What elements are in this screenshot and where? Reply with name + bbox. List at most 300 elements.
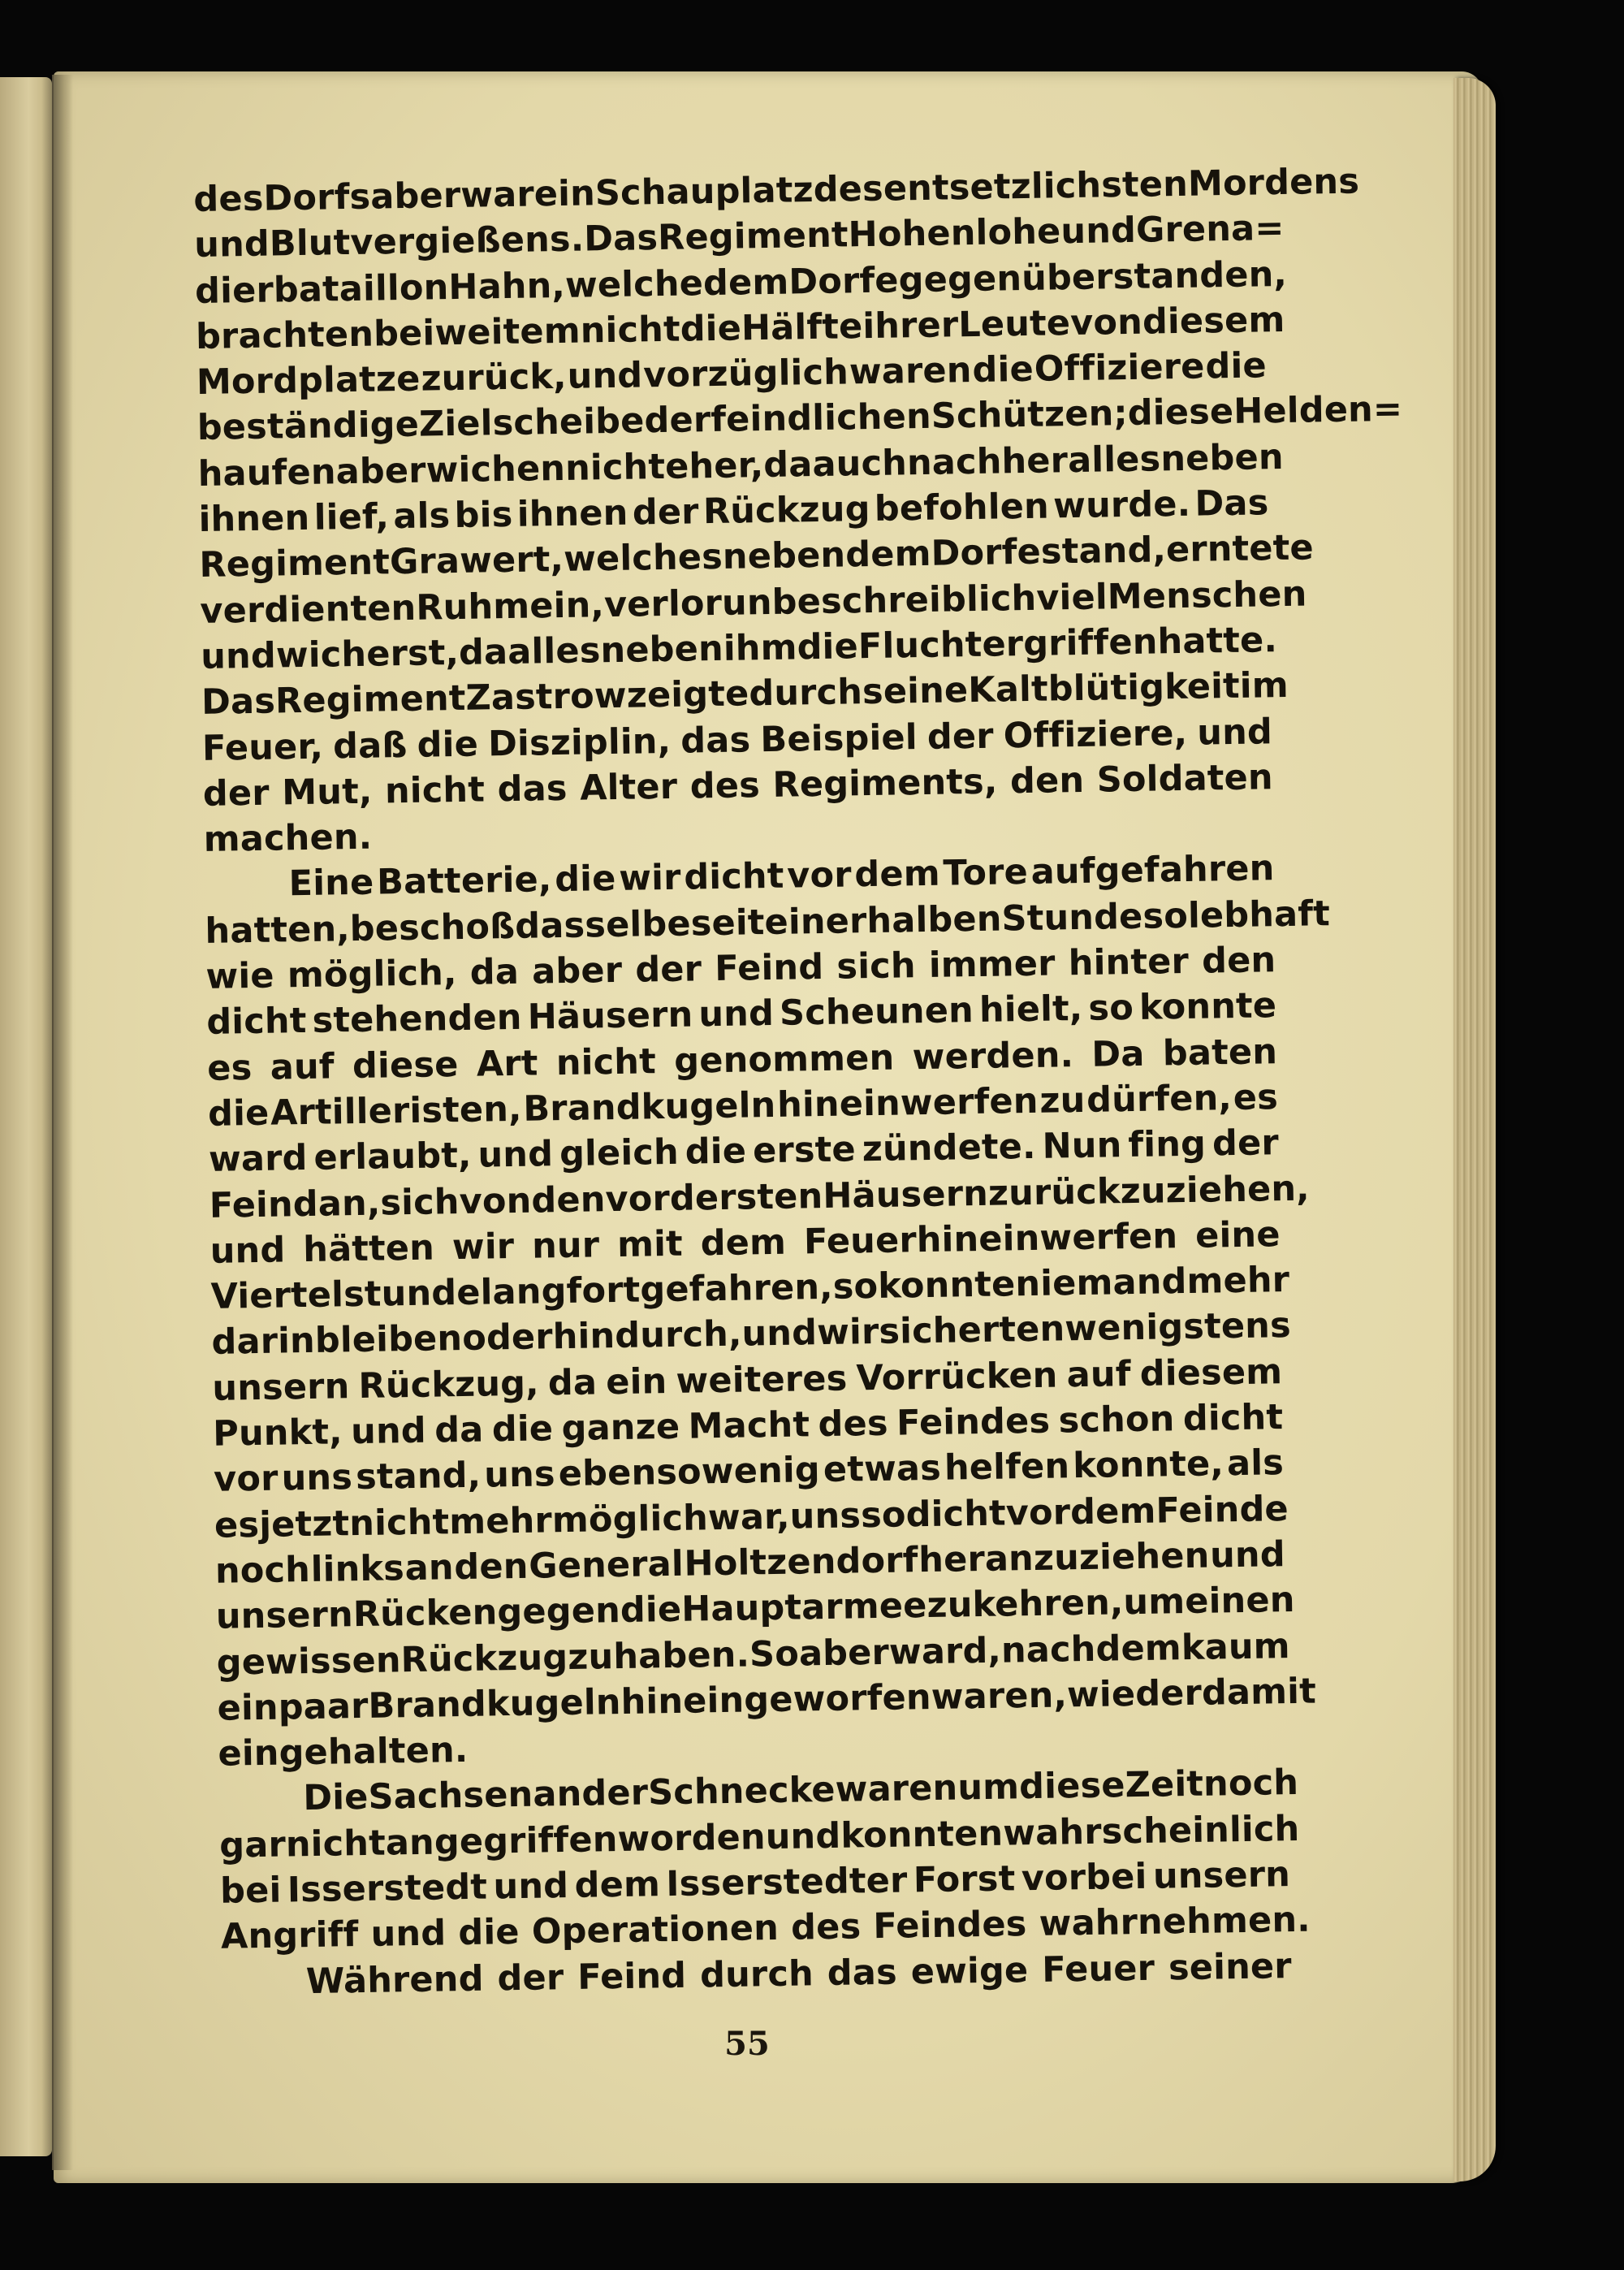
word: Die bbox=[302, 1777, 369, 1819]
word: war, bbox=[707, 1496, 791, 1538]
word: daß bbox=[332, 724, 408, 767]
word: Hauptarmee bbox=[680, 1585, 927, 1630]
word: paar bbox=[278, 1685, 369, 1728]
word: stehenden bbox=[312, 997, 523, 1042]
word: Feuer bbox=[1041, 1948, 1155, 1991]
word: einer bbox=[764, 900, 867, 943]
word: unbeschreiblich bbox=[721, 577, 1037, 624]
word: Zielscheibe bbox=[418, 400, 645, 446]
word: uns bbox=[281, 1457, 353, 1499]
word: die bbox=[685, 1131, 747, 1173]
word: auf bbox=[1066, 1353, 1132, 1396]
word: konnte bbox=[877, 1264, 1016, 1308]
word: Schützen; bbox=[931, 393, 1129, 438]
word: aber bbox=[369, 175, 461, 218]
word: ein, bbox=[529, 584, 605, 627]
word: standen, bbox=[1112, 253, 1288, 297]
word: der bbox=[926, 716, 995, 758]
word: Feuer, bbox=[201, 726, 324, 769]
word: hielt, bbox=[978, 988, 1083, 1031]
word: haufen bbox=[197, 452, 337, 495]
word: aber bbox=[335, 450, 427, 493]
word: vorzüglich bbox=[642, 352, 849, 396]
word: Rückzug bbox=[400, 1637, 568, 1680]
word: verdienten bbox=[200, 587, 417, 632]
word: alles bbox=[507, 630, 601, 672]
word: jetzt bbox=[258, 1503, 350, 1546]
word: sich bbox=[379, 1181, 460, 1224]
word: und bbox=[209, 1230, 286, 1272]
word: möglich bbox=[551, 1497, 709, 1541]
word: Rückzug bbox=[702, 489, 870, 533]
word: erste bbox=[752, 1129, 857, 1172]
word: nicht bbox=[555, 1040, 657, 1083]
word: ein bbox=[217, 1687, 279, 1729]
word: Isserstedt bbox=[287, 1866, 488, 1911]
word: hindurch, bbox=[552, 1313, 742, 1358]
word: Eine bbox=[288, 863, 374, 905]
word: und bbox=[370, 1913, 447, 1956]
word: es bbox=[206, 1047, 253, 1089]
word: alles bbox=[1067, 439, 1161, 481]
word: machen. bbox=[203, 816, 373, 861]
word: brachten bbox=[195, 313, 374, 357]
word: nicht bbox=[384, 769, 486, 812]
word: Punkt, bbox=[212, 1412, 343, 1455]
word: sicherten bbox=[879, 1308, 1065, 1353]
word: Isserstedter bbox=[666, 1860, 908, 1905]
word: ein bbox=[533, 173, 596, 215]
word: Leute bbox=[957, 302, 1071, 346]
word: so bbox=[1142, 895, 1189, 937]
word: des bbox=[689, 764, 761, 807]
word: Flucht bbox=[857, 624, 983, 668]
word: den bbox=[531, 1178, 606, 1221]
word: Offiziere bbox=[1034, 346, 1205, 390]
word: und bbox=[193, 223, 270, 266]
word: als bbox=[393, 495, 451, 538]
word: Mordplatze bbox=[196, 358, 421, 404]
word: Da bbox=[1091, 1033, 1145, 1075]
word: bei bbox=[219, 1870, 282, 1912]
word: nicht bbox=[348, 1501, 450, 1544]
word: haben. bbox=[612, 1633, 750, 1677]
word: diese bbox=[1127, 391, 1234, 435]
word: ebensowenig bbox=[558, 1450, 821, 1495]
word: Feuerhineinwerfen bbox=[803, 1215, 1178, 1263]
word: nachdem bbox=[1000, 1627, 1182, 1671]
word: die bbox=[620, 1589, 682, 1632]
word: durch bbox=[748, 672, 863, 715]
word: neben bbox=[722, 534, 846, 578]
word: den bbox=[454, 1546, 529, 1589]
word: Offiziere, bbox=[1003, 712, 1188, 756]
word: Schnecke bbox=[647, 1770, 836, 1814]
word: Während bbox=[305, 1958, 484, 2002]
word: an bbox=[533, 1774, 582, 1816]
word: bleiben bbox=[314, 1318, 463, 1362]
word: aufgefahren bbox=[1030, 848, 1275, 893]
word: zu bbox=[1039, 1079, 1086, 1122]
word: noch bbox=[1203, 1762, 1299, 1805]
word: dem bbox=[574, 1864, 661, 1906]
word: mehr bbox=[448, 1499, 553, 1542]
word: und bbox=[477, 1134, 554, 1176]
word: es bbox=[214, 1504, 260, 1546]
word: worden bbox=[617, 1816, 767, 1860]
word: Feindes bbox=[896, 1400, 1051, 1444]
word: Viertelstunde bbox=[210, 1272, 482, 1317]
word: Grena= bbox=[1135, 208, 1285, 252]
word: und bbox=[741, 1312, 818, 1355]
word: Art bbox=[476, 1043, 538, 1085]
word: des bbox=[813, 168, 884, 211]
word: um bbox=[957, 1766, 1020, 1809]
word: die bbox=[417, 724, 479, 766]
word: noch bbox=[214, 1549, 311, 1592]
word: seine bbox=[862, 670, 969, 713]
word: wieder bbox=[1066, 1672, 1203, 1716]
word: die bbox=[680, 308, 742, 350]
word: die bbox=[1205, 345, 1268, 387]
word: zurück, bbox=[421, 356, 568, 400]
word: der bbox=[1212, 1122, 1280, 1165]
word: der bbox=[632, 491, 700, 534]
word: schon bbox=[1058, 1399, 1175, 1442]
word: kehren, bbox=[972, 1582, 1124, 1626]
word: des bbox=[818, 1403, 889, 1446]
word: erntete bbox=[1165, 527, 1315, 571]
word: seiner bbox=[1168, 1945, 1293, 1988]
word: vor bbox=[1005, 1491, 1071, 1534]
word: die bbox=[491, 1408, 554, 1451]
word: als bbox=[1226, 1442, 1285, 1485]
word: helfen bbox=[944, 1446, 1070, 1489]
word: ihnen bbox=[198, 497, 310, 541]
word: Das bbox=[583, 218, 659, 260]
word: zu bbox=[567, 1636, 614, 1678]
word: vor bbox=[213, 1458, 279, 1501]
word: so bbox=[832, 1266, 879, 1308]
word: es bbox=[1233, 1077, 1279, 1118]
word: an, bbox=[317, 1183, 381, 1225]
word: bis bbox=[454, 494, 513, 537]
word: Angriff bbox=[220, 1914, 359, 1958]
word: die bbox=[207, 1092, 270, 1135]
word: Regiment bbox=[274, 678, 466, 722]
word: ergriffen bbox=[982, 621, 1158, 665]
previous-page-edge bbox=[0, 77, 52, 2156]
word: zurückzuziehen, bbox=[987, 1168, 1311, 1214]
word: dicht bbox=[683, 856, 784, 899]
word: Soldaten bbox=[1096, 757, 1274, 801]
word: den bbox=[1009, 759, 1085, 802]
word: einen bbox=[1184, 1580, 1295, 1623]
word: ein bbox=[605, 1360, 667, 1403]
word: Blutvergießens. bbox=[269, 218, 585, 265]
word: kaum bbox=[1181, 1625, 1291, 1668]
word: um bbox=[1123, 1581, 1186, 1624]
word: entsetzlichsten bbox=[883, 163, 1189, 210]
word: gleich bbox=[559, 1131, 680, 1175]
word: oder bbox=[461, 1317, 554, 1360]
word: aber bbox=[798, 1632, 890, 1675]
word: weiteres bbox=[676, 1358, 848, 1402]
word: Feind bbox=[577, 1955, 687, 1998]
word: die bbox=[797, 626, 859, 668]
word: dicht bbox=[1182, 1397, 1284, 1440]
word: Dorfs bbox=[263, 176, 371, 219]
word: der bbox=[581, 1772, 649, 1815]
word: stand, bbox=[1040, 530, 1167, 573]
word: Sachsen bbox=[368, 1775, 533, 1818]
word: baten bbox=[1162, 1031, 1278, 1074]
word: fortgefahren, bbox=[566, 1266, 834, 1312]
word: waren bbox=[849, 350, 973, 393]
word: welche bbox=[564, 262, 704, 306]
word: Dorfe bbox=[931, 532, 1042, 575]
word: Artilleristen, bbox=[270, 1088, 522, 1134]
word: und bbox=[567, 355, 643, 397]
word: Das bbox=[1194, 482, 1269, 525]
word: gegen bbox=[497, 1590, 621, 1633]
word: nachher bbox=[906, 439, 1069, 484]
word: das bbox=[497, 767, 568, 811]
word: des bbox=[193, 178, 264, 220]
word: vor bbox=[786, 854, 853, 897]
word: waren bbox=[835, 1767, 958, 1811]
word: Menschen bbox=[1107, 573, 1307, 618]
word: seit bbox=[690, 902, 765, 945]
word: eine bbox=[1194, 1213, 1281, 1256]
word: dem bbox=[1069, 1490, 1156, 1533]
word: ihrer bbox=[862, 305, 959, 347]
word: Häusern bbox=[822, 1173, 989, 1217]
word: da bbox=[762, 443, 813, 486]
word: heranzuziehen bbox=[918, 1535, 1210, 1581]
word: wir bbox=[451, 1226, 515, 1268]
word: da bbox=[469, 951, 520, 993]
word: konnte bbox=[1138, 985, 1277, 1029]
word: niemand bbox=[1015, 1261, 1187, 1305]
word: Grawert, bbox=[389, 539, 564, 583]
word: Alter bbox=[579, 766, 678, 809]
word: Mordens bbox=[1187, 161, 1360, 205]
word: und bbox=[1196, 711, 1273, 754]
word: Hahn, bbox=[448, 265, 566, 308]
word: Kaltblütigkeit bbox=[967, 666, 1241, 711]
word: auch bbox=[812, 443, 908, 485]
word: zu bbox=[926, 1585, 973, 1627]
word: Holtzendorf bbox=[684, 1540, 918, 1585]
word: dasselbe bbox=[514, 903, 692, 947]
word: hatte. bbox=[1157, 620, 1278, 663]
word: unsern bbox=[212, 1365, 350, 1409]
word: da bbox=[434, 1409, 484, 1451]
word: ihm bbox=[723, 627, 798, 669]
word: gegenüber bbox=[898, 256, 1114, 301]
word: ganze bbox=[561, 1406, 680, 1450]
word: der bbox=[644, 400, 711, 442]
word: fing bbox=[1128, 1123, 1207, 1166]
word: wahrnehmen. bbox=[1039, 1899, 1311, 1945]
word: Zeit bbox=[1125, 1764, 1204, 1806]
word: dem bbox=[700, 1221, 787, 1265]
word: wie bbox=[205, 955, 275, 997]
word: dicht bbox=[905, 1493, 1007, 1536]
word: konnten bbox=[840, 1813, 1004, 1857]
word: Ruhm bbox=[416, 586, 530, 629]
word: hatten, bbox=[205, 908, 351, 952]
word: Regiment bbox=[657, 214, 849, 259]
word: wahrscheinlich bbox=[1002, 1808, 1300, 1854]
word: damit bbox=[1201, 1671, 1317, 1714]
word: Macht bbox=[688, 1404, 810, 1447]
word: und bbox=[350, 1410, 427, 1453]
word: die bbox=[554, 858, 616, 901]
word: wichen bbox=[425, 448, 566, 491]
word: im bbox=[1239, 665, 1289, 707]
word: Disziplin, bbox=[487, 720, 672, 764]
word: konnte, bbox=[1072, 1443, 1224, 1487]
word: hineingeworfen bbox=[620, 1676, 932, 1723]
word: Schauplatz bbox=[594, 170, 814, 214]
word: so bbox=[860, 1494, 907, 1536]
word: das bbox=[680, 719, 751, 762]
word: an bbox=[404, 1547, 455, 1589]
page-block-edge bbox=[1453, 78, 1496, 2181]
word: Feindes bbox=[873, 1904, 1027, 1948]
word: Feinde bbox=[1155, 1488, 1289, 1532]
word: bei bbox=[373, 313, 435, 355]
word: da bbox=[458, 631, 508, 673]
word: ihnen bbox=[516, 492, 628, 535]
word: viel bbox=[1035, 577, 1108, 619]
word: wenigstens bbox=[1064, 1305, 1292, 1350]
body-text bbox=[193, 160, 1403, 2005]
word: mit bbox=[616, 1223, 684, 1265]
word: der bbox=[634, 949, 702, 991]
word: und bbox=[1209, 1533, 1286, 1576]
word: unsern bbox=[1152, 1854, 1291, 1897]
word: Mut, bbox=[281, 771, 373, 814]
word: unsern bbox=[215, 1594, 354, 1637]
word: dem bbox=[702, 262, 789, 304]
word: diese bbox=[352, 1044, 459, 1087]
word: welches bbox=[563, 537, 723, 581]
word: ward bbox=[208, 1138, 308, 1181]
word: Regiment bbox=[199, 542, 391, 586]
word: ward, bbox=[888, 1630, 1002, 1673]
word: So bbox=[749, 1633, 800, 1675]
word: genommen bbox=[673, 1037, 895, 1082]
word: Regiments, bbox=[772, 761, 998, 806]
word: General bbox=[528, 1543, 685, 1587]
word: Häusern bbox=[527, 994, 693, 1039]
word: lief, bbox=[313, 496, 390, 538]
word: das bbox=[827, 1952, 898, 1994]
word: erlaubt, bbox=[313, 1135, 472, 1179]
word: Beispiel bbox=[760, 716, 918, 760]
word: diese bbox=[1018, 1765, 1126, 1808]
word: der bbox=[497, 1957, 564, 1999]
word: feindlichen bbox=[710, 396, 932, 441]
word: Feind bbox=[209, 1183, 319, 1226]
word: ewige bbox=[910, 1949, 1029, 1992]
word: möglich, bbox=[287, 953, 457, 997]
page-number: 55 bbox=[724, 2025, 770, 2063]
word: Brandkugeln bbox=[522, 1084, 776, 1130]
word: Rücken bbox=[352, 1592, 498, 1636]
word: beständige bbox=[197, 404, 420, 449]
word: dicht bbox=[205, 1001, 307, 1044]
word: diesem bbox=[1139, 1351, 1283, 1394]
word: aber bbox=[531, 949, 623, 992]
word: dierbataillon bbox=[194, 266, 449, 312]
word: diesem bbox=[1142, 299, 1285, 343]
word: stand, bbox=[355, 1455, 482, 1498]
word: von bbox=[459, 1180, 532, 1222]
word: lebhaft bbox=[1187, 893, 1331, 936]
word: die bbox=[972, 348, 1034, 391]
word: nicht bbox=[564, 446, 666, 489]
word: gar bbox=[218, 1824, 287, 1866]
word: wich bbox=[275, 633, 367, 677]
word: Forst bbox=[913, 1858, 1016, 1901]
word: Vorrücken bbox=[856, 1355, 1058, 1399]
word: eher, bbox=[664, 444, 764, 487]
word: lang bbox=[480, 1271, 567, 1313]
word: Tore bbox=[943, 852, 1029, 895]
word: Hohenlohe bbox=[848, 211, 1061, 256]
word: immer bbox=[928, 943, 1056, 986]
word: sich bbox=[836, 945, 917, 988]
word: hineinwerfen bbox=[776, 1080, 1039, 1126]
word: dem bbox=[854, 854, 941, 896]
word: uns bbox=[789, 1494, 862, 1537]
word: Helden= bbox=[1233, 389, 1403, 433]
word: nicht bbox=[285, 1822, 387, 1866]
word: links bbox=[310, 1548, 405, 1590]
word: und bbox=[1060, 210, 1137, 253]
word: und bbox=[698, 993, 775, 1036]
word: Stunde bbox=[1001, 896, 1143, 940]
word: weitem bbox=[434, 310, 581, 354]
word: mehr bbox=[1186, 1260, 1290, 1303]
word: hätten bbox=[302, 1227, 435, 1270]
word: Brandkugeln bbox=[368, 1681, 622, 1727]
word: den bbox=[1201, 940, 1276, 982]
word: und bbox=[200, 635, 277, 677]
word: wir bbox=[816, 1312, 879, 1354]
word: hinter bbox=[1068, 940, 1190, 984]
word: Batterie, bbox=[376, 859, 552, 904]
word: neben bbox=[1160, 436, 1285, 480]
word: dürfen, bbox=[1086, 1077, 1233, 1121]
word: Nun bbox=[1042, 1125, 1122, 1167]
word: nicht bbox=[580, 309, 681, 352]
word: Feind bbox=[714, 946, 824, 990]
word: uns bbox=[483, 1454, 556, 1496]
word: befohlen bbox=[874, 486, 1050, 530]
word: vordersten bbox=[605, 1175, 823, 1220]
word: erst, bbox=[365, 632, 460, 675]
word: Rückzug, bbox=[358, 1363, 540, 1407]
word: die bbox=[458, 1912, 520, 1954]
word: Scheunen bbox=[779, 990, 974, 1035]
word: Operationen bbox=[531, 1908, 780, 1952]
word: gewissen bbox=[216, 1639, 402, 1684]
